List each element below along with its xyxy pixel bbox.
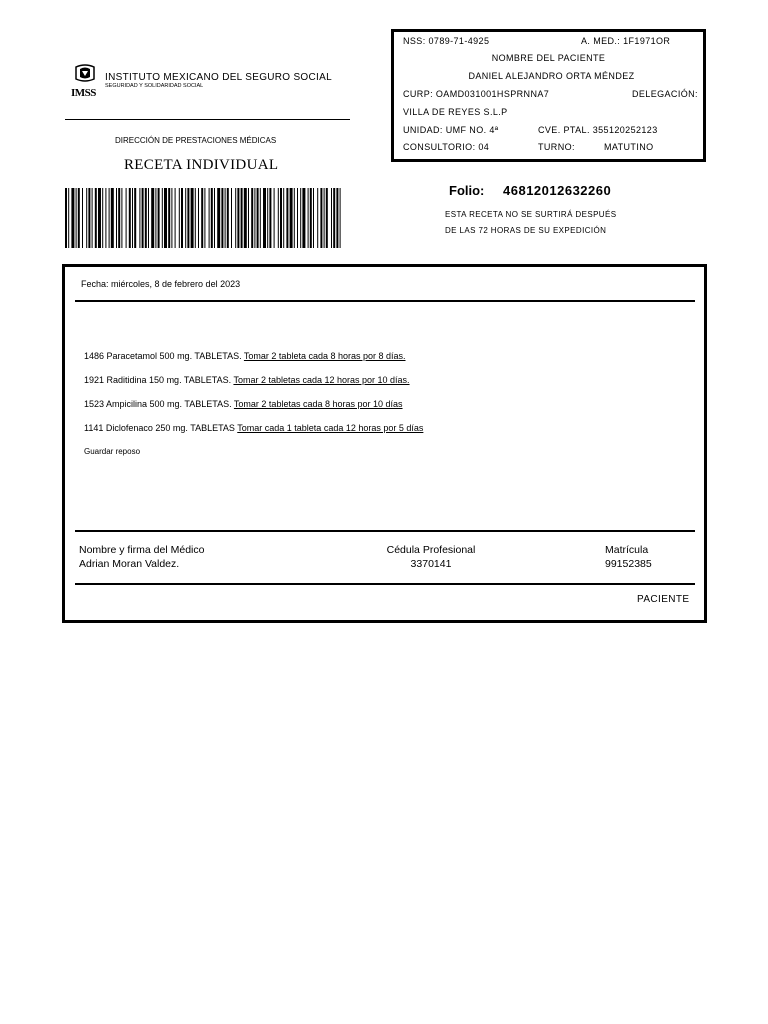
header-divider — [65, 119, 350, 120]
matricula-label: Matrícula — [605, 544, 649, 556]
medication-item — [84, 351, 406, 361]
turno-label: TURNO: — [538, 142, 575, 152]
medication-name: 1921 Raditidina 150 mg. TABLETAS. — [84, 375, 234, 385]
barcode-bar — [274, 188, 275, 248]
medication-name: 1486 Paracetamol 500 mg. TABLETAS. — [84, 351, 244, 361]
cedula-label: Cédula Profesional — [386, 544, 476, 556]
signature-divider-bottom — [75, 583, 695, 585]
turno: MATUTINO — [604, 142, 654, 152]
barcode-bar — [286, 188, 288, 248]
barcode-bar — [92, 188, 93, 248]
barcode-bar — [109, 188, 110, 248]
barcode-bar — [121, 188, 122, 248]
barcode-bar — [76, 188, 77, 248]
barcode-bar — [260, 188, 261, 248]
prescription-date: Fecha: miércoles, 8 de febrero del 2023 — [81, 279, 241, 289]
barcode-bar — [129, 188, 131, 248]
barcode-bar — [326, 188, 328, 248]
barcode-bar — [132, 188, 133, 248]
cedula-block — [383, 543, 479, 571]
barcode-bar — [164, 188, 167, 248]
doctor-block — [79, 543, 204, 571]
consultorio: CONSULTORIO: 04 — [403, 142, 490, 152]
barcode-bar — [185, 188, 186, 248]
barcode-bar — [283, 188, 284, 248]
barcode-bar — [201, 188, 203, 248]
barcode-bar — [134, 188, 136, 248]
barcode-bar — [244, 188, 247, 248]
barcode-bar — [280, 188, 282, 248]
institution-name: INSTITUTO MEXICANO DEL SEGURO SOCIAL — [105, 72, 332, 83]
barcode-bar — [320, 188, 322, 248]
barcode-bar — [313, 188, 314, 248]
barcode-bar — [191, 188, 194, 248]
barcode-bar — [162, 188, 163, 248]
barcode-bar — [235, 188, 236, 248]
barcode-bar — [237, 188, 239, 248]
matricula-number: 99152385 — [605, 558, 652, 570]
expiry-notice-line1: ESTA RECETA NO SE SURTIRÁ DESPUÉS — [445, 210, 617, 219]
barcode-bar — [175, 188, 176, 248]
cve-ptal: CVE. PTAL. 355120252123 — [538, 125, 658, 135]
barcode-bar — [105, 188, 106, 248]
expiry-notice-line2: DE LAS 72 HORAS DE SU EXPEDICIÓN — [445, 226, 607, 235]
barcode-bar — [187, 188, 189, 248]
barcode-bar — [214, 188, 215, 248]
doctor-name: Adrian Moran Valdez. — [79, 558, 180, 570]
barcode-bar — [231, 188, 232, 248]
barcode-bar — [290, 188, 293, 248]
document-title: RECETA INDIVIDUAL — [124, 157, 279, 173]
barcode-bar — [221, 188, 223, 248]
svg-text:IMSS: IMSS — [71, 87, 96, 99]
barcode-bar — [71, 188, 74, 248]
institution-subtitle: SEGURIDAD Y SOLIDARIDAD SOCIAL — [105, 83, 204, 89]
barcode-bar — [248, 188, 249, 248]
curp: CURP: OAMD031001HSPRNNA7 — [403, 89, 550, 99]
barcode-bar — [98, 188, 101, 248]
medication-instructions: Tomar cada 1 tableta cada 12 horas por 5 días — [237, 423, 424, 433]
barcode-bar — [179, 188, 180, 248]
barcode-bar — [148, 188, 149, 248]
doctor-label: Nombre y firma del Médico — [79, 544, 205, 556]
barcode-bar — [204, 188, 205, 248]
barcode-bar — [227, 188, 229, 248]
date-divider — [75, 300, 695, 302]
barcode-bar — [86, 188, 87, 248]
medication-name: 1523 Ampicilina 500 mg. TABLETAS. — [84, 399, 234, 409]
medication-item — [84, 375, 410, 385]
barcode-bar — [102, 188, 103, 248]
medication-item — [84, 423, 423, 433]
barcode-bar — [254, 188, 255, 248]
signature-divider-top — [75, 530, 695, 532]
barcode — [65, 188, 342, 248]
barcode-bar — [211, 188, 213, 248]
barcode-bar — [278, 188, 279, 248]
barcode-bar — [241, 188, 243, 248]
barcode-bar — [340, 188, 341, 248]
barcode-bar — [181, 188, 183, 248]
care-note: Guardar reposo — [84, 447, 141, 456]
folio-number: 46812012632260 — [503, 183, 612, 198]
barcode-bar — [116, 188, 117, 248]
cedula-number: 3370141 — [410, 558, 452, 570]
barcode-bar — [294, 188, 295, 248]
medication-instructions: Tomar 2 tableta cada 8 horas por 8 días. — [243, 351, 406, 361]
barcode-bar — [95, 188, 97, 248]
barcode-bar — [126, 188, 127, 248]
medication-instructions: Tomar 2 tabletas cada 12 horas por 10 días. — [233, 375, 410, 385]
barcode-bar — [151, 188, 154, 248]
barcode-bar — [300, 188, 301, 248]
barcode-bar — [310, 188, 312, 248]
unidad: UNIDAD: UMF NO. 4ª — [403, 125, 499, 135]
barcode-bar — [217, 188, 220, 248]
barcode-bar — [267, 188, 268, 248]
barcode-bar — [171, 188, 172, 248]
barcode-bar — [88, 188, 90, 248]
barcode-bar — [269, 188, 271, 248]
barcode-bar — [111, 188, 114, 248]
barcode-bar — [209, 188, 210, 248]
barcode-bar — [142, 188, 144, 248]
barcode-bar — [198, 188, 199, 248]
patient-name: DANIEL ALEJANDRO ORTA MÉNDEZ — [468, 71, 635, 81]
folio-label: Folio: — [449, 183, 485, 198]
imss-logo — [70, 63, 100, 99]
barcode-bar — [333, 188, 335, 248]
direction-label: DIRECCIÓN DE PRESTACIONES MÉDICAS — [115, 136, 277, 145]
barcode-bar — [139, 188, 140, 248]
barcode-bar — [308, 188, 309, 248]
barcode-bar — [331, 188, 332, 248]
delegacion: VILLA DE REYES S.L.P — [403, 107, 508, 117]
barcode-bar — [302, 188, 305, 248]
barcode-bar — [195, 188, 196, 248]
medication-instructions: Tomar 2 tabletas cada 8 horas por 10 días — [233, 399, 403, 409]
barcode-bar — [297, 188, 298, 248]
barcode-bar — [263, 188, 266, 248]
delegacion-label: DELEGACIÓN: — [632, 89, 698, 99]
barcode-bar — [336, 188, 338, 248]
copy-label: PACIENTE — [637, 594, 690, 605]
patient-name-label: NOMBRE DEL PACIENTE — [491, 53, 606, 63]
barcode-bar — [168, 188, 170, 248]
barcode-bar — [118, 188, 120, 248]
barcode-bar — [82, 188, 83, 248]
barcode-bar — [68, 188, 69, 248]
barcode-bar — [155, 188, 156, 248]
barcode-bar — [317, 188, 318, 248]
a-med: A. MED.: 1F1971OR — [581, 36, 671, 46]
medication-name: 1141 Diclofenaco 250 mg. TABLETAS — [84, 423, 238, 433]
patient-info-box — [391, 29, 706, 162]
barcode-bar — [158, 188, 160, 248]
barcode-bar — [225, 188, 226, 248]
barcode-bar — [257, 188, 259, 248]
barcode-bar — [145, 188, 147, 248]
barcode-bar — [78, 188, 80, 248]
matricula-block — [605, 543, 652, 571]
barcode-bar — [65, 188, 67, 248]
barcode-bar — [251, 188, 253, 248]
barcode-bar — [324, 188, 325, 248]
nss: NSS: 0789-71-4925 — [403, 36, 490, 46]
medication-item — [84, 399, 403, 409]
